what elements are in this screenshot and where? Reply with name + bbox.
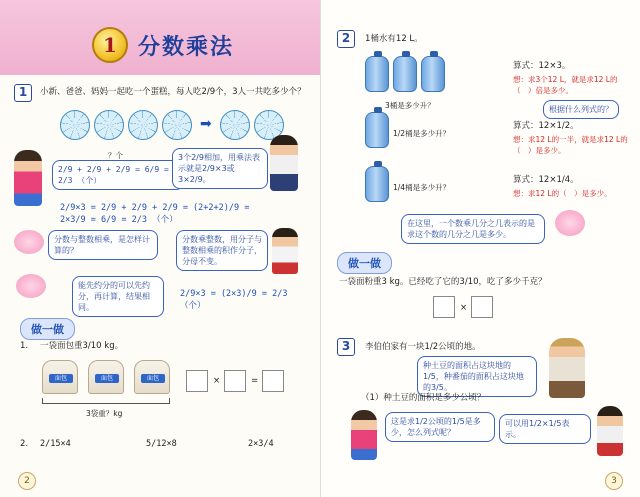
unit-number-badge: 1 [92, 27, 128, 63]
cake-pie-5 [220, 110, 250, 140]
cake-pie-2 [94, 110, 124, 140]
times-sign-right: × [460, 303, 468, 313]
row-2-formula: 算式：12×1/2。 [513, 121, 579, 131]
row-3-formula: 算式：12×1/4。 [513, 175, 579, 185]
concept-bubble: 在这里，一个数乘几分之几表示的是求这个数的几分之几是多少。 [401, 214, 545, 244]
row-2-label: 1/2桶是多少升？ [393, 129, 451, 138]
answer-box-4[interactable] [433, 296, 455, 318]
right-page [320, 0, 640, 497]
example-1-number: 1 [14, 84, 32, 102]
bread-bag-label: 面包 [141, 374, 165, 383]
row-1-label: 3桶是多少升？ [385, 101, 435, 110]
bread-bag-2 [88, 360, 124, 394]
arrow-right-icon: ➡ [200, 116, 212, 132]
water-jug-half [365, 112, 389, 148]
times-sign: × [213, 376, 221, 386]
example-3-number: 3 [337, 338, 355, 356]
practice-2-number: 2. [20, 439, 29, 449]
sub-question-1: （1）种土豆的面积是多少公顷？ [361, 393, 486, 403]
practice-tag-right: 做一做 [337, 252, 392, 274]
reduce-hint-bubble: 能先约分的可以先约分，再计算，结果相同。 [72, 276, 164, 317]
boy-illustration [270, 135, 298, 191]
bread-bag-label: 面包 [95, 374, 119, 383]
example-3-text: 李伯伯家有一块1/2公顷的地。 [365, 342, 481, 352]
boy-bubble: 可以用1/2×1/5表示。 [499, 414, 591, 444]
practice-1-text: 一袋面包重3/10 kg。 [40, 341, 124, 351]
boy-3-illustration [597, 406, 623, 456]
example-1-question: 小新、爸爸、妈妈一起吃一个蛋糕，每人吃2/9个，3人一共吃多少个？ [40, 87, 306, 97]
bread-bag-label: 面包 [49, 374, 73, 383]
practice-2-item-3: 2×3/4 [248, 439, 274, 449]
reduce-equation: 2/9×3 = (2×3)/9 = 2/3 （个） [180, 289, 288, 311]
practice-tag: 做一做 [20, 318, 75, 340]
example-2-text: 1桶水有12 L。 [365, 34, 423, 44]
angel-2-illustration [16, 274, 46, 298]
unknown-amount-label: ？个 [108, 151, 123, 160]
row-1-think: 想：求3个12 L，就是求12 L的（ ）倍是多少。 [513, 75, 618, 95]
cake-pie-3 [128, 110, 158, 140]
multiplication-equation: 2/9×3 = 2/9 + 2/9 + 2/9 = (2+2+2)/9 = 2×3/9 = 6/9 = 2/3 （个） [60, 203, 250, 225]
unit-title: 分数乘法 [138, 35, 235, 60]
angel-3-illustration [555, 210, 585, 236]
page-number-right: 3 [605, 472, 623, 490]
girl-2-illustration [351, 410, 377, 460]
addition-equation-bubble [52, 160, 184, 190]
equals-sign: = [251, 376, 259, 386]
cake-pie-1 [60, 110, 90, 140]
girl-illustration [14, 150, 42, 206]
water-jug-1 [365, 56, 389, 92]
angel-illustration [14, 230, 44, 254]
addition-equation: 2/9 + 2/9 + 2/9 = 6/9 = 2/3 （个） [58, 165, 169, 185]
girl-bubble: 这是求1/2公顷的1/5是多少，怎么列式呢？ [385, 412, 495, 442]
row-3-label: 1/4桶是多少升？ [393, 183, 451, 192]
water-jug-2 [393, 56, 417, 92]
water-jug-quarter [365, 166, 389, 202]
answer-box-5[interactable] [471, 296, 493, 318]
row-2-think: 想：求12 L的一半，就是求12 L的（ ）是多少。 [513, 135, 628, 155]
answer-box-3[interactable] [262, 370, 284, 392]
total-label: 3袋重？kg [86, 409, 123, 418]
farmer-bubble: 种土豆的面积占这块地的1/5，种番茄的面积占这块地的3/5。 [417, 356, 537, 397]
cake-pie-4 [162, 110, 192, 140]
practice-text: 一袋面粉重3 kg。已经吃了它的3/10，吃了多少千克？ [339, 277, 547, 287]
question-bubble: 分数与整数相乘，是怎样计算的？ [48, 230, 158, 260]
answer-bubble: 分数乘整数，用分子与整数相乘的积作分子，分母不变。 [176, 230, 268, 271]
bread-bag-1 [42, 360, 78, 394]
bread-bag-3 [134, 360, 170, 394]
row-3-think: 想：求12 L的（ ）是多少。 [513, 189, 612, 198]
answer-box-1[interactable] [186, 370, 208, 392]
example-2-number: 2 [337, 30, 355, 48]
boy-2-illustration [272, 228, 298, 274]
row-1-formula: 算式：12×3。 [513, 61, 571, 71]
farmer-illustration [549, 338, 585, 398]
answer-box-2[interactable] [224, 370, 246, 392]
multiplication-hint-bubble: 3个2/9相加，用乘法表示就是2/9×3或3×2/9。 [172, 148, 268, 189]
practice-2-item-1: 2/15×4 [40, 439, 71, 449]
water-jug-3 [421, 56, 445, 92]
row-2-bubble: 根据什么列式的？ [543, 100, 619, 119]
page-number-left: 2 [18, 472, 36, 490]
total-brace [42, 398, 170, 404]
practice-1-number: 1. [20, 341, 29, 351]
practice-2-item-2: 5/12×8 [146, 439, 177, 449]
